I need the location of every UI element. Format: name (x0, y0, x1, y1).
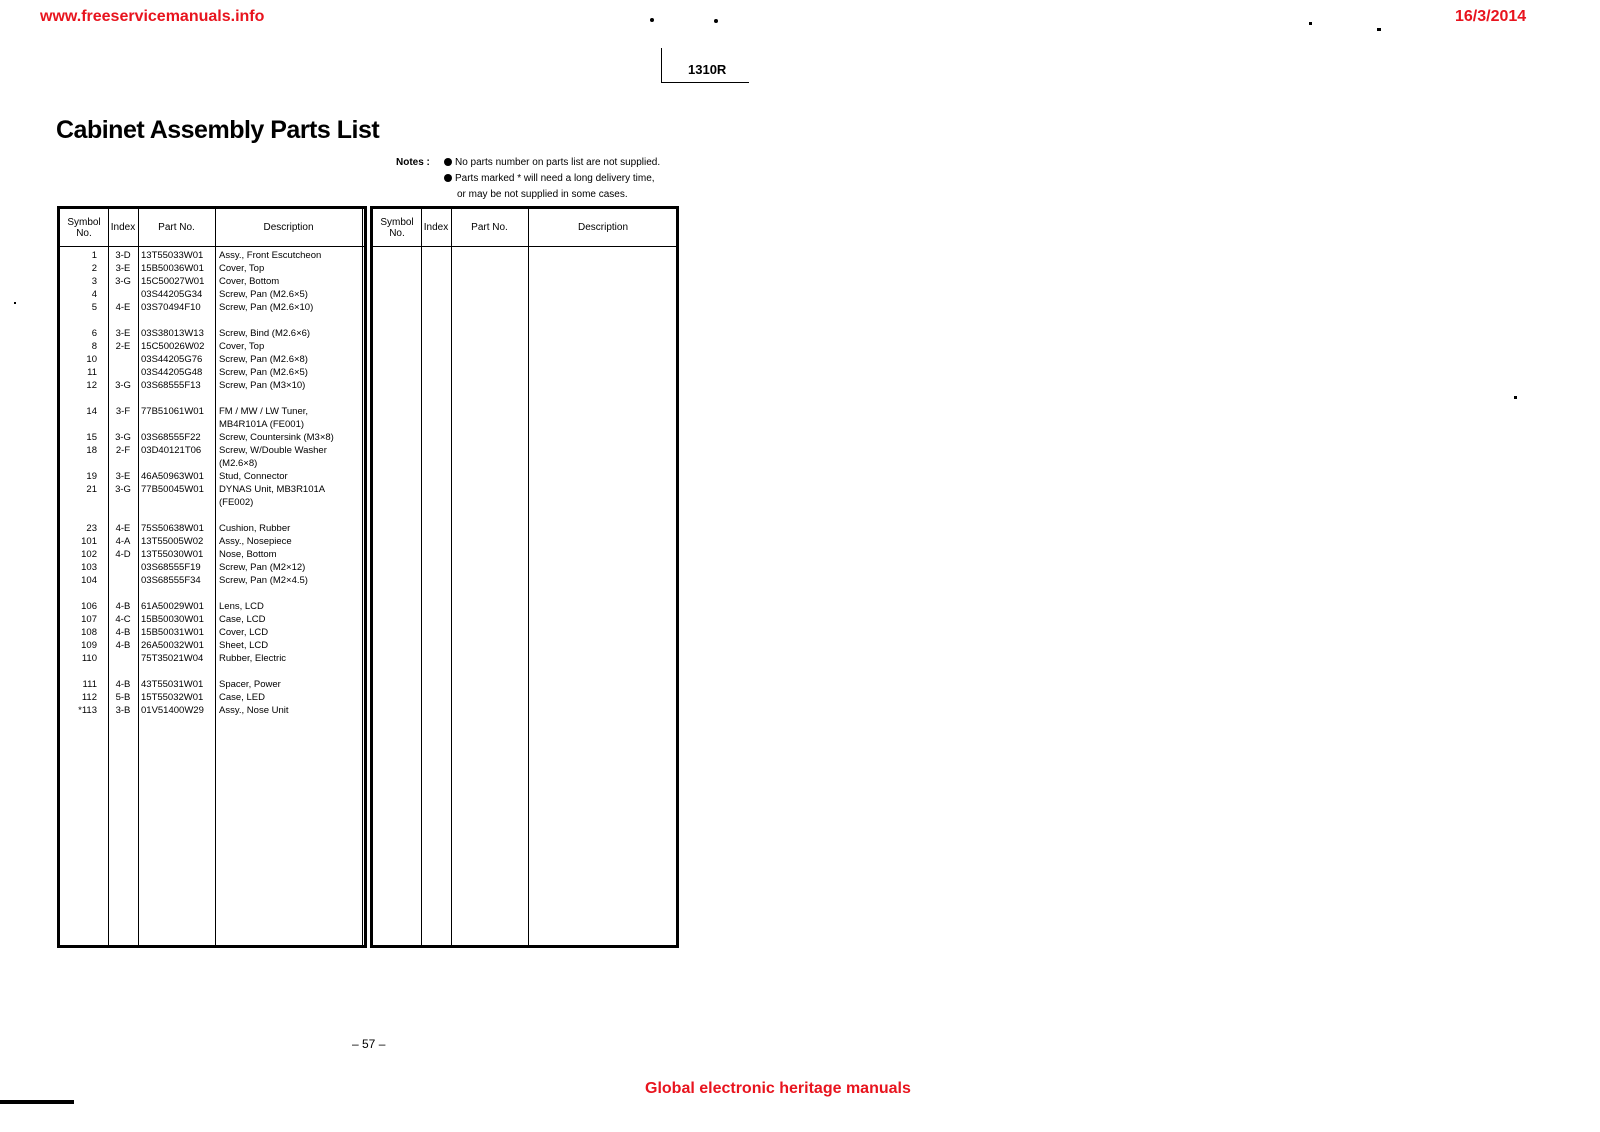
index-cell: 3-G (115, 276, 131, 287)
index-cell: 4-A (115, 536, 131, 547)
scan-speck (1309, 22, 1312, 25)
index-cell: 4-E (115, 523, 131, 534)
bullet-icon (444, 174, 452, 182)
description-cell: MB4R101A (FE001) (219, 419, 305, 430)
table-row (60, 574, 364, 587)
part-number-cell: 15B50030W01 (141, 614, 204, 625)
table-row (60, 340, 364, 353)
part-number-cell: 75S50638W01 (141, 523, 204, 534)
part-number-cell: 01V51400W29 (141, 705, 204, 716)
table-row (60, 522, 364, 535)
page-number: – 57 – (352, 1037, 386, 1051)
table-row (60, 275, 364, 288)
description-cell: Screw, Pan (M2×12) (219, 562, 306, 573)
description-cell: Rubber, Electric (219, 653, 287, 664)
table-row (60, 613, 364, 626)
part-number-cell: 03S70494F10 (141, 302, 201, 313)
header-part-no: Part No. (471, 222, 508, 233)
table-row (60, 561, 364, 574)
description-cell: Case, LCD (219, 614, 266, 625)
description-cell: Assy., Nosepiece (219, 536, 292, 547)
description-cell: Screw, Pan (M2.6×10) (219, 302, 314, 313)
symbol-cell: 4 (91, 289, 97, 300)
symbol-cell: 104 (81, 575, 97, 586)
description-cell: Screw, Pan (M2.6×5) (219, 289, 308, 300)
header-date: 16/3/2014 (1455, 8, 1527, 25)
part-number-cell: 13T55030W01 (141, 549, 204, 560)
description-cell: Cushion, Rubber (219, 523, 291, 534)
description-cell: Screw, Pan (M3×10) (219, 380, 306, 391)
index-cell: 4-D (115, 549, 131, 560)
table-row (60, 535, 364, 548)
description-cell: Stud, Connector (219, 471, 288, 482)
symbol-cell: 106 (81, 601, 97, 612)
part-number-cell: 03S44205G76 (141, 354, 203, 365)
note-1-text: No parts number on parts list are not supplied. (455, 157, 661, 168)
part-number-cell: 03S68555F34 (141, 575, 201, 586)
table-row (60, 379, 364, 392)
column-divider (421, 209, 422, 945)
symbol-cell: 109 (81, 640, 97, 651)
index-cell: 3-F (115, 406, 131, 417)
parts-table-left (57, 206, 367, 948)
table-row (60, 249, 364, 262)
scan-speck (1377, 28, 1381, 31)
description-cell: Assy., Nose Unit (219, 705, 289, 716)
table-row (60, 457, 364, 470)
description-cell: Screw, Pan (M2.6×8) (219, 354, 308, 365)
index-cell: 2-F (115, 445, 131, 456)
description-cell: Cover, Bottom (219, 276, 280, 287)
note-1 (444, 157, 660, 168)
symbol-cell: 110 (81, 653, 97, 664)
part-number-cell: 75T35021W04 (141, 653, 204, 664)
part-number-cell: 15B50031W01 (141, 627, 204, 638)
description-cell: Screw, Bind (M2.6×6) (219, 328, 311, 339)
header-symbol: Symbol No. (67, 216, 101, 239)
table-row (60, 366, 364, 379)
column-divider (451, 209, 452, 945)
table-row (60, 262, 364, 275)
symbol-cell: 2 (91, 263, 97, 274)
index-cell: 5-B (115, 692, 131, 703)
symbol-cell: 10 (86, 354, 97, 365)
part-number-cell: 03D40121T06 (141, 445, 202, 456)
table-row (60, 327, 364, 340)
symbol-cell: 23 (86, 523, 97, 534)
part-number-cell: 13T55005W02 (141, 536, 204, 547)
description-cell: Spacer, Power (219, 679, 281, 690)
description-cell: Screw, W/Double Washer (219, 445, 327, 456)
symbol-cell: 15 (86, 432, 97, 443)
symbol-cell: 11 (87, 367, 97, 378)
table-row (60, 405, 364, 418)
note-2 (444, 173, 655, 184)
description-cell: FM / MW / LW Tuner, (219, 406, 309, 417)
description-cell: (FE002) (219, 497, 254, 508)
site-link[interactable]: www.freeservicemanuals.info (40, 8, 265, 25)
symbol-cell: 6 (91, 328, 97, 339)
scan-edge-bar (0, 1100, 74, 1104)
part-number-cell: 77B51061W01 (141, 406, 204, 417)
part-number-cell: 61A50029W01 (141, 601, 204, 612)
description-cell: Case, LED (219, 692, 265, 703)
table-row (60, 704, 364, 717)
description-cell: DYNAS Unit, MB3R101A (219, 484, 326, 495)
symbol-cell: 8 (91, 341, 97, 352)
part-number-cell: 03S44205G48 (141, 367, 203, 378)
index-cell: 3-E (115, 328, 131, 339)
scan-speck (14, 302, 16, 304)
symbol-cell: 12 (86, 380, 97, 391)
table-row (60, 301, 364, 314)
symbol-cell: 19 (86, 471, 97, 482)
table-row (60, 444, 364, 457)
symbol-cell: 103 (81, 562, 97, 573)
part-number-cell: 15T55032W01 (141, 692, 204, 703)
table-row (60, 431, 364, 444)
symbol-cell: 3 (91, 276, 97, 287)
scan-speck (650, 18, 654, 22)
header-index: Index (423, 222, 449, 233)
description-cell: Cover, LCD (219, 627, 269, 638)
symbol-cell: 111 (82, 679, 97, 690)
description-cell: Assy., Front Escutcheon (219, 250, 322, 261)
table-row (60, 652, 364, 665)
header-divider (60, 246, 364, 247)
table-row (60, 353, 364, 366)
symbol-cell: 14 (86, 406, 97, 417)
symbol-cell: 102 (81, 549, 97, 560)
table-row (60, 418, 364, 431)
column-divider (528, 209, 529, 945)
table-row (60, 470, 364, 483)
index-cell: 3-E (115, 263, 131, 274)
index-cell: 4-B (115, 679, 131, 690)
header-description: Description (577, 222, 629, 233)
description-cell: Cover, Top (219, 263, 265, 274)
symbol-cell: 108 (81, 627, 97, 638)
page-title: Cabinet Assembly Parts List (56, 116, 380, 144)
part-number-cell: 26A50032W01 (141, 640, 204, 651)
table-row (60, 483, 364, 496)
note-2-continuation: or may be not supplied in some cases. (457, 189, 628, 200)
part-number-cell: 03S68555F19 (141, 562, 201, 573)
index-cell: 4-C (115, 614, 131, 625)
header-symbol: Symbol No. (380, 216, 414, 239)
table-row (60, 678, 364, 691)
table-row (60, 496, 364, 509)
index-cell: 3-B (115, 705, 131, 716)
bullet-icon (444, 158, 452, 166)
part-number-cell: 77B50045W01 (141, 484, 204, 495)
index-cell: 3-G (115, 380, 131, 391)
symbol-cell: 1 (91, 250, 97, 261)
table-row (60, 600, 364, 613)
scan-speck (1514, 396, 1517, 399)
description-cell: Screw, Countersink (M3×8) (219, 432, 334, 443)
description-cell: Sheet, LCD (219, 640, 269, 651)
table-row (60, 626, 364, 639)
symbol-cell: 21 (86, 484, 97, 495)
description-cell: Nose, Bottom (219, 549, 277, 560)
part-number-cell: 03S38013W13 (141, 328, 204, 339)
symbol-cell: 5 (91, 302, 97, 313)
part-number-cell: 15C50027W01 (141, 276, 205, 287)
description-cell: Lens, LCD (219, 601, 264, 612)
header-index: Index (110, 222, 136, 233)
header-part-no: Part No. (158, 222, 195, 233)
index-cell: 3-E (115, 471, 131, 482)
header-divider (373, 246, 676, 247)
index-cell: 4-B (115, 640, 131, 651)
part-number-cell: 03S44205G34 (141, 289, 203, 300)
part-number-cell: 13T55033W01 (141, 250, 204, 261)
index-cell: 4-B (115, 601, 131, 612)
notes-label: Notes : (396, 157, 430, 168)
part-number-cell: 15C50026W02 (141, 341, 205, 352)
table-row (60, 639, 364, 652)
symbol-cell: 101 (81, 536, 97, 547)
parts-table-right (370, 206, 679, 948)
symbol-cell: 18 (86, 445, 97, 456)
symbol-cell: 112 (81, 692, 97, 703)
index-cell: 3-G (115, 432, 131, 443)
description-cell: (M2.6×8) (219, 458, 258, 469)
description-cell: Screw, Pan (M2.6×5) (219, 367, 308, 378)
scan-speck (714, 19, 718, 23)
model-number: 1310R (688, 62, 727, 77)
part-number-cell: 03S68555F22 (141, 432, 201, 443)
table-row (60, 548, 364, 561)
footer-text: Global electronic heritage manuals (645, 1080, 911, 1097)
symbol-cell: 107 (81, 614, 97, 625)
part-number-cell: 15B50036W01 (141, 263, 204, 274)
table-row (60, 288, 364, 301)
table-row (60, 691, 364, 704)
description-cell: Cover, Top (219, 341, 265, 352)
part-number-cell: 46A50963W01 (141, 471, 204, 482)
header-description: Description (263, 222, 314, 233)
index-cell: 3-G (115, 484, 131, 495)
index-cell: 2-E (115, 341, 131, 352)
index-cell: 3-D (115, 250, 131, 261)
symbol-cell: *113 (78, 705, 97, 716)
index-cell: 4-B (115, 627, 131, 638)
index-cell: 4-E (115, 302, 131, 313)
part-number-cell: 43T55031W01 (141, 679, 204, 690)
note-2-text: Parts marked * will need a long delivery time, (455, 173, 655, 184)
part-number-cell: 03S68555F13 (141, 380, 201, 391)
description-cell: Screw, Pan (M2×4.5) (219, 575, 308, 586)
